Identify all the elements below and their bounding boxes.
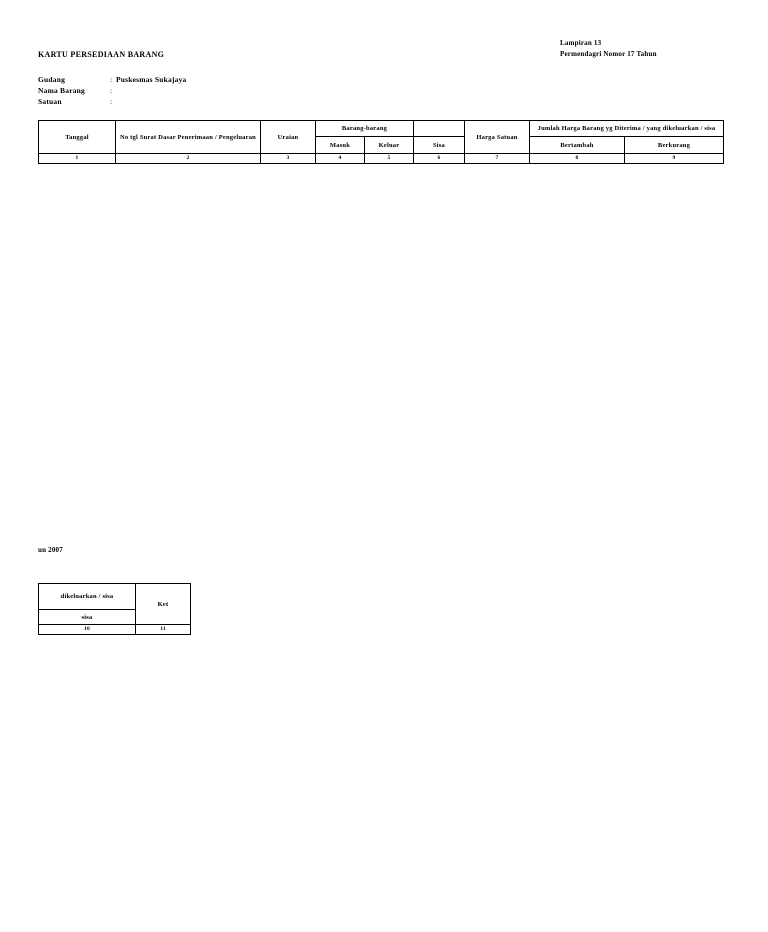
col-num-10: 10 xyxy=(39,625,136,635)
col-num-8: 8 xyxy=(530,154,625,164)
th-berkurang: Berkurang xyxy=(625,137,724,154)
th-uraian: Uraian xyxy=(261,121,316,154)
meta-separator-nama-barang: : xyxy=(110,86,113,95)
th-masuk: Masuk xyxy=(316,137,365,154)
col-num-4: 4 xyxy=(316,154,365,164)
th-sisa: Sisa xyxy=(414,137,465,154)
col-num-9: 9 xyxy=(625,154,724,164)
footer-note: un 2007 xyxy=(38,546,63,554)
th-bertambah: Bertambah xyxy=(530,137,625,154)
th-harga-satuan: Harga Satuan xyxy=(465,121,530,154)
col-num-2: 2 xyxy=(116,154,261,164)
meta-label-satuan: Satuan xyxy=(38,97,62,106)
th-barang-barang: Barang-barang xyxy=(316,121,414,137)
continuation-header-row-top xyxy=(39,584,191,610)
col-num-1: 1 xyxy=(39,154,116,164)
th-ket: Ket xyxy=(136,584,191,625)
page-title: KARTU PERSEDIAAN BARANG xyxy=(38,50,165,59)
col-num-7: 7 xyxy=(465,154,530,164)
meta-separator-gudang: : xyxy=(110,75,113,84)
continuation-table xyxy=(38,583,191,635)
attachment-label: Lampiran 13 xyxy=(560,39,602,47)
th-tanggal: Tanggal xyxy=(39,121,116,154)
meta-separator-satuan: : xyxy=(110,97,113,106)
meta-row-gudang xyxy=(38,74,187,85)
regulation-label: Permendagri Nomor 17 Tahun xyxy=(560,50,657,58)
meta-label-nama-barang: Nama Barang xyxy=(38,86,85,95)
table-header-row-top xyxy=(39,121,724,137)
table-column-number-row xyxy=(39,154,724,164)
continuation-column-number-row xyxy=(39,625,191,635)
th-continuation-sisa: sisa xyxy=(39,610,136,625)
th-no-tgl-surat: No tgl Surat Dasar Penerimaan / Pengeluaran xyxy=(116,121,261,154)
th-dikeluarkan-sisa: dikeluarkan / sisa xyxy=(39,584,136,610)
th-spacer xyxy=(414,121,465,137)
meta-fields xyxy=(38,74,187,107)
meta-row-nama-barang xyxy=(38,85,187,96)
col-num-3: 3 xyxy=(261,154,316,164)
th-keluar: Keluar xyxy=(365,137,414,154)
header-right-block xyxy=(560,38,760,60)
th-jumlah-harga: Jumlah Harga Barang yg Diterima / yang dikeluarkan / sisa xyxy=(530,121,724,137)
col-num-5: 5 xyxy=(365,154,414,164)
col-num-11: 11 xyxy=(136,625,191,635)
meta-value-gudang: Puskesmas Sukajaya xyxy=(116,75,187,84)
meta-row-satuan xyxy=(38,96,187,107)
meta-label-gudang: Gudang xyxy=(38,75,66,84)
inventory-card-table xyxy=(38,120,724,164)
col-num-6: 6 xyxy=(414,154,465,164)
